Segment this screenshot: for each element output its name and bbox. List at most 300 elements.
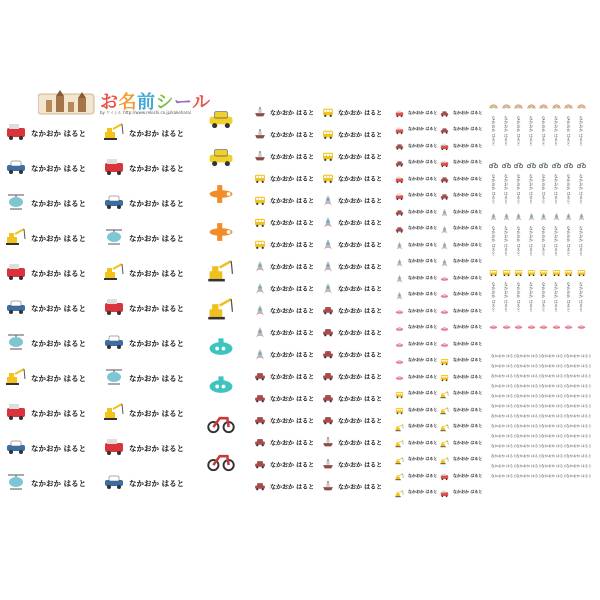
bus-icon	[489, 262, 498, 281]
sticker-name-label: なかおか はると	[541, 226, 547, 256]
name-sticker	[564, 316, 573, 335]
sticker-name-label: なかおか はると	[338, 286, 383, 293]
name-sticker	[577, 316, 586, 335]
sticker-name-label: なかおか はると	[31, 268, 87, 278]
sticker-name-label: なかおか はると	[270, 308, 315, 315]
sticker-name-label: なかおか はると	[338, 220, 383, 227]
tiny-name-label: なかおか はると	[516, 424, 542, 428]
excavator-icon	[5, 225, 27, 251]
name-sticker	[103, 190, 184, 216]
tiny-name-label: なかおか はると	[566, 464, 592, 468]
name-sticker	[207, 180, 235, 212]
bus-icon	[254, 213, 266, 232]
name-sticker	[207, 256, 235, 288]
tiny-name-label: なかおか はると	[541, 454, 567, 458]
ufo-icon	[539, 316, 548, 335]
sticker-name-label: なかおか はると	[270, 462, 315, 469]
police-car-icon	[103, 470, 125, 496]
name-sticker	[322, 455, 382, 474]
tiny-name-label: なかおか はると	[541, 424, 567, 428]
tiny-name-label: なかおか はると	[566, 434, 592, 438]
helicopter-icon	[5, 470, 27, 496]
car-icon	[322, 389, 334, 408]
sticker-name-label: なかおか はると	[338, 396, 383, 403]
logo-char: シ	[155, 92, 174, 113]
name-sticker	[322, 169, 382, 188]
name-sticker	[527, 96, 536, 145]
name-sticker	[254, 477, 314, 496]
rocket-icon	[322, 279, 334, 298]
sticker-name-label: なかおか はると	[453, 472, 483, 478]
bus-icon	[527, 262, 536, 281]
fire-truck-icon	[103, 295, 125, 321]
sticker-name-label: なかおか はると	[408, 126, 438, 131]
sticker-name-label: なかおか はると	[408, 390, 438, 395]
sticker-name-label: なかおか はると	[338, 352, 383, 359]
ufo-icon	[577, 316, 586, 335]
name-sticker	[539, 262, 548, 311]
sticker-name-label: なかおか はると	[453, 291, 483, 296]
bus-icon	[577, 262, 586, 281]
sticker-name-label: なかおか はると	[554, 282, 559, 312]
logo-char: お	[100, 92, 119, 113]
bus-icon	[502, 262, 511, 281]
police-car-icon	[5, 155, 27, 181]
name-sticker	[254, 279, 314, 298]
car-icon	[254, 367, 266, 386]
rocket-icon	[527, 206, 536, 225]
sticker-name-label: なかおか はると	[129, 128, 185, 138]
bicycle-icon	[539, 154, 548, 173]
bicycle-icon	[489, 154, 498, 173]
car-icon	[254, 433, 266, 452]
rocket-icon	[322, 235, 334, 254]
name-sticker	[103, 120, 184, 146]
sticker-name-label: なかおか はると	[270, 396, 315, 403]
sticker-name-label: なかおか はると	[31, 443, 87, 453]
bus-icon	[322, 125, 334, 144]
name-sticker	[254, 169, 314, 188]
sticker-name-label: なかおか はると	[453, 324, 483, 329]
submarine-icon	[207, 332, 235, 364]
sticker-name-label: なかおか はると	[338, 198, 383, 205]
sticker-name-label: なかおか はると	[129, 443, 185, 453]
sticker-name-label: なかおか はると	[129, 198, 185, 208]
sticker-name-label: なかおか はると	[491, 226, 497, 256]
name-sticker	[207, 294, 235, 326]
sticker-name-label: なかおか はると	[31, 233, 87, 243]
sticker-name-label: なかおか はると	[270, 198, 315, 205]
sticker-name-label: なかおか はると	[270, 176, 315, 183]
ship-icon	[254, 125, 266, 144]
tiny-name-label: なかおか はると	[566, 444, 592, 448]
fire-truck-icon	[103, 435, 125, 461]
sticker-name-label: なかおか はると	[566, 174, 572, 204]
sticker-name-label: なかおか はると	[408, 192, 438, 197]
rocket-icon	[514, 206, 523, 225]
sticker-name-label: なかおか はると	[408, 439, 438, 445]
excavator-icon	[103, 260, 125, 286]
car-icon	[254, 411, 266, 430]
sticker-name-label: なかおか はると	[338, 154, 383, 161]
name-sticker	[395, 483, 437, 502]
sticker-name-label: なかおか はると	[408, 406, 438, 412]
sticker-name-label: なかおか はると	[270, 330, 315, 337]
name-sticker	[514, 96, 523, 145]
tiny-name-label: なかおか はると	[491, 354, 517, 358]
name-sticker	[539, 154, 548, 203]
sticker-name-label: なかおか はると	[453, 423, 483, 428]
name-sticker	[103, 330, 184, 356]
name-sticker	[207, 104, 235, 136]
sticker-name-label: なかおか はると	[270, 418, 315, 425]
sticker-name-label: なかおか はると	[338, 462, 383, 469]
airplane-icon	[207, 218, 235, 250]
name-sticker	[502, 316, 511, 335]
sticker-name-label: なかおか はると	[338, 440, 383, 447]
car-icon	[254, 477, 266, 496]
fire-truck-icon	[5, 400, 27, 426]
sticker-name-label: なかおか はると	[541, 174, 547, 204]
tiny-name-label: なかおか はると	[516, 454, 542, 458]
name-sticker	[5, 470, 86, 496]
sticker-name-label: なかおか はると	[453, 258, 483, 263]
name-sticker	[322, 125, 382, 144]
bus-icon	[322, 103, 334, 122]
sticker-name-label: なかおか はると	[129, 338, 185, 348]
sticker-name-label: なかおか はると	[491, 116, 497, 146]
taxi-icon	[207, 142, 235, 174]
sticker-name-label: なかおか はると	[504, 282, 509, 312]
name-sticker	[207, 370, 235, 402]
name-sticker	[502, 262, 511, 311]
name-sticker	[254, 433, 314, 452]
bus-icon	[564, 262, 573, 281]
name-sticker	[322, 345, 382, 364]
bicycle-icon	[502, 154, 511, 173]
name-sticker	[207, 218, 235, 250]
sticker-name-label: なかおか はると	[270, 352, 315, 359]
sticker-name-label: なかおか はると	[529, 226, 534, 256]
name-sticker	[514, 206, 523, 255]
sticker-name-label: なかおか はると	[408, 291, 438, 296]
name-sticker	[322, 257, 382, 276]
tiny-name-label: なかおか はると	[566, 454, 592, 458]
bus-icon	[322, 147, 334, 166]
bus-icon	[254, 235, 266, 254]
bus-icon	[254, 191, 266, 210]
name-sticker	[552, 262, 561, 311]
sticker-name-label: なかおか はると	[408, 472, 438, 478]
name-sticker	[322, 433, 382, 452]
sticker-name-label: なかおか はると	[31, 338, 87, 348]
name-sticker	[5, 295, 86, 321]
sticker-name-label: なかおか はると	[408, 258, 438, 263]
sticker-name-label: なかおか はると	[453, 307, 483, 313]
name-sticker	[502, 206, 511, 255]
sticker-name-label: なかおか はると	[453, 109, 483, 115]
tiny-name-label: なかおか はると	[541, 474, 567, 478]
sticker-name-label: なかおか はると	[31, 198, 87, 208]
sticker-name-label: なかおか はると	[408, 208, 438, 214]
name-sticker	[103, 295, 184, 321]
tiny-name-label: なかおか はると	[541, 354, 567, 358]
tiny-name-label: なかおか はると	[541, 464, 567, 468]
bicycle-icon	[527, 154, 536, 173]
sticker-name-label: なかおか はると	[129, 478, 185, 488]
sticker-name-label: なかおか はると	[453, 274, 483, 280]
rocket-icon	[322, 213, 334, 232]
sticker-name-label: なかおか はると	[408, 225, 438, 230]
tiny-name-label: なかおか はると	[566, 424, 592, 428]
tiny-name-label: なかおか はると	[566, 384, 592, 388]
sticker-name-label: なかおか はると	[453, 340, 483, 346]
rainbow-icon	[489, 96, 498, 115]
sticker-name-label: なかおか はると	[270, 264, 315, 271]
ufo-icon	[489, 316, 498, 335]
sticker-name-label: なかおか はると	[408, 274, 438, 280]
logo-char: 名	[118, 92, 137, 113]
rainbow-icon	[502, 96, 511, 115]
name-sticker	[103, 400, 184, 426]
bicycle-icon	[577, 154, 586, 173]
name-sticker	[489, 316, 498, 335]
name-sticker	[489, 262, 498, 311]
tiny-name-label: なかおか はると	[516, 404, 542, 408]
ship-icon	[322, 433, 334, 452]
sticker-name-label: なかおか はると	[338, 110, 383, 117]
tiny-name-label: なかおか はると	[566, 394, 592, 398]
rainbow-icon	[514, 96, 523, 115]
sticker-name-label: なかおか はると	[31, 408, 87, 418]
sticker-name-label: なかおか はると	[31, 163, 87, 173]
sticker-name-label: なかおか はると	[453, 208, 483, 214]
name-sticker	[527, 154, 536, 203]
tiny-name-label: なかおか はると	[491, 444, 517, 448]
name-sticker	[322, 477, 382, 496]
police-car-icon	[103, 330, 125, 356]
tiny-name-label: なかおか はると	[491, 424, 517, 428]
rainbow-icon	[577, 96, 586, 115]
sticker-name-label: なかおか はると	[453, 439, 483, 445]
rocket-icon	[489, 206, 498, 225]
tiny-name-label: なかおか はると	[516, 434, 542, 438]
sticker-name-label: なかおか はると	[453, 373, 483, 379]
name-sticker	[322, 103, 382, 122]
name-sticker	[514, 262, 523, 311]
sticker-name-label: なかおか はると	[270, 110, 315, 117]
rocket-icon	[322, 191, 334, 210]
tiny-name-label: なかおか はると	[541, 434, 567, 438]
police-car-icon	[5, 295, 27, 321]
excavator-icon	[103, 400, 125, 426]
name-sticker	[539, 316, 548, 335]
name-sticker	[322, 411, 382, 430]
name-sticker	[552, 206, 561, 255]
name-sticker	[322, 367, 382, 386]
sticker-name-label: なかおか はると	[453, 142, 483, 148]
name-sticker	[5, 400, 86, 426]
tiny-name-label: なかおか はると	[566, 354, 592, 358]
car-icon	[254, 389, 266, 408]
tiny-name-label: なかおか はると	[516, 474, 542, 478]
name-sticker	[254, 367, 314, 386]
name-sticker	[254, 235, 314, 254]
name-sticker	[254, 191, 314, 210]
sticker-name-label: なかおか はると	[491, 282, 497, 312]
sticker-name-label: なかおか はると	[129, 373, 185, 383]
sticker-name-label: なかおか はると	[453, 456, 483, 461]
sticker-name-label: なかおか はると	[453, 357, 483, 362]
name-sticker	[527, 316, 536, 335]
name-sticker	[103, 365, 184, 391]
fire-truck-icon	[103, 155, 125, 181]
rainbow-icon	[564, 96, 573, 115]
name-sticker	[514, 316, 523, 335]
sticker-name-label: なかおか はると	[129, 268, 185, 278]
sticker-name-label: なかおか はると	[338, 176, 383, 183]
ship-icon	[322, 477, 334, 496]
sticker-name-label: なかおか はると	[566, 116, 572, 146]
name-sticker	[5, 190, 86, 216]
sticker-name-label: なかおか はると	[516, 174, 522, 204]
ufo-icon	[564, 316, 573, 335]
bus-icon	[254, 169, 266, 188]
tiny-name-label: なかおか はると	[541, 414, 567, 418]
sticker-name-label: なかおか はると	[566, 282, 572, 312]
crane-icon	[207, 256, 235, 288]
sticker-name-label: なかおか はると	[554, 116, 559, 146]
tiny-name-label: なかおか はると	[491, 454, 517, 458]
motorcycle-icon	[207, 408, 235, 440]
sticker-name-label: なかおか はると	[579, 282, 584, 312]
sticker-name-label: なかおか はると	[566, 226, 572, 256]
sticker-name-label: なかおか はると	[453, 126, 483, 131]
sticker-name-label: なかおか はると	[408, 423, 438, 428]
sticker-name-label: なかおか はると	[338, 330, 383, 337]
sticker-name-label: なかおか はると	[408, 159, 438, 164]
sticker-name-label: なかおか はると	[270, 374, 315, 381]
sticker-name-label: なかおか はると	[541, 116, 547, 146]
sticker-name-label: なかおか はると	[408, 142, 438, 148]
sticker-name-label: なかおか はると	[270, 242, 315, 249]
ship-icon	[254, 103, 266, 122]
excavator-icon	[395, 483, 404, 502]
sticker-name-label: なかおか はると	[338, 484, 383, 491]
car-icon	[322, 323, 334, 342]
motorcycle-icon	[207, 446, 235, 478]
sticker-name-label: なかおか はると	[408, 175, 438, 181]
name-sticker	[577, 206, 586, 255]
sticker-name-label: なかおか はると	[338, 418, 383, 425]
name-sticker	[322, 191, 382, 210]
name-sticker	[322, 235, 382, 254]
excavator-icon	[103, 120, 125, 146]
name-sticker	[539, 206, 548, 255]
sticker-name-label: なかおか はると	[491, 174, 497, 204]
name-sticker	[322, 147, 382, 166]
rocket-icon	[322, 257, 334, 276]
name-sticker	[489, 206, 498, 255]
sticker-name-label: なかおか はると	[529, 282, 534, 312]
sticker-name-label: なかおか はると	[270, 286, 315, 293]
name-sticker	[5, 120, 86, 146]
tiny-name-label: なかおか はると	[516, 414, 542, 418]
name-sticker	[207, 142, 235, 174]
bus-icon	[514, 262, 523, 281]
name-sticker	[564, 206, 573, 255]
rainbow-icon	[527, 96, 536, 115]
sticker-name-label: なかおか はると	[408, 489, 438, 494]
car-icon	[322, 411, 334, 430]
sticker-name-label: なかおか はると	[408, 340, 438, 346]
name-sticker	[552, 316, 561, 335]
police-car-icon	[103, 190, 125, 216]
tiny-name-label: なかおか はると	[491, 384, 517, 388]
helicopter-icon	[103, 225, 125, 251]
name-sticker	[322, 213, 382, 232]
rainbow-icon	[552, 96, 561, 115]
tiny-name-label: なかおか はると	[541, 374, 567, 378]
name-sticker	[254, 345, 314, 364]
sticker-name-label: なかおか はると	[453, 406, 483, 412]
sticker-name-label: なかおか はると	[516, 226, 522, 256]
name-sticker	[207, 332, 235, 364]
name-sticker	[322, 301, 382, 320]
name-sticker	[489, 96, 498, 145]
sticker-name-label: なかおか はると	[270, 220, 315, 227]
sticker-name-label: なかおか はると	[516, 116, 522, 146]
car-icon	[322, 345, 334, 364]
sticker-name-label: なかおか はると	[338, 242, 383, 249]
name-sticker	[5, 155, 86, 181]
crane-icon	[207, 294, 235, 326]
sticker-name-label: なかおか はると	[270, 132, 315, 139]
name-sticker	[539, 96, 548, 145]
rocket-icon	[564, 206, 573, 225]
name-sticker	[103, 260, 184, 286]
tiny-name-label: なかおか はると	[516, 394, 542, 398]
bus-icon	[539, 262, 548, 281]
police-car-icon	[5, 435, 27, 461]
ufo-icon	[552, 316, 561, 335]
sticker-name-label: なかおか はると	[31, 373, 87, 383]
rocket-icon	[254, 279, 266, 298]
name-sticker	[552, 154, 561, 203]
sticker-name-label: なかおか はると	[129, 233, 185, 243]
logo-char: ー	[174, 92, 193, 113]
logo-subtitle: by ケイシル http://www.rekishi.co.jp/kakehara/	[100, 110, 192, 115]
name-sticker	[577, 96, 586, 145]
tiny-name-label: なかおか はると	[516, 354, 542, 358]
bicycle-icon	[552, 154, 561, 173]
car-icon	[322, 301, 334, 320]
ufo-icon	[502, 316, 511, 335]
name-sticker	[207, 408, 235, 440]
sticker-name-label: なかおか はると	[338, 264, 383, 271]
name-sticker	[577, 262, 586, 311]
name-sticker	[254, 125, 314, 144]
name-sticker	[527, 262, 536, 311]
bus-icon	[322, 169, 334, 188]
logo-char: 前	[137, 92, 156, 113]
sticker-name-label: なかおか はると	[579, 174, 584, 204]
sticker-name-label: なかおか はると	[270, 484, 315, 491]
name-sticker	[564, 154, 573, 203]
tiny-name-label: なかおか はると	[491, 414, 517, 418]
tiny-name-label: なかおか はると	[491, 474, 517, 478]
bicycle-icon	[564, 154, 573, 173]
